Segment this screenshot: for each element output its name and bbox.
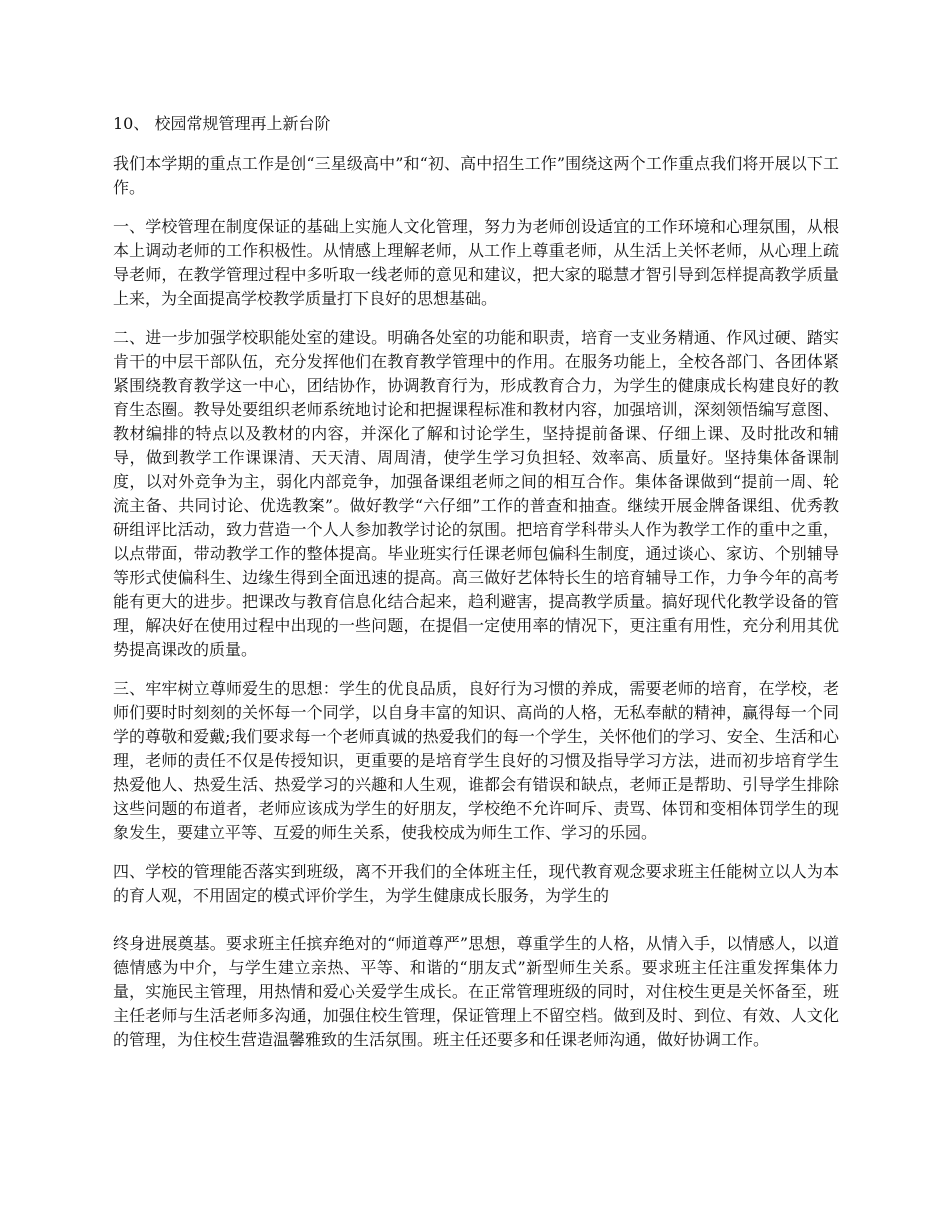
section-heading: 10、 校园常规管理再上新台阶 (113, 114, 331, 133)
paragraph-2: 二、进一步加强学校职能处室的建设。明确各处室的功能和职责，培育一支业务精通、作风过硬、踏实肯干的中层干部队伍，充分发挥他们在教育教学管理中的作用。在服务功能上，全校各部门、各团体紧紧围绕教育教学这一中心，团结协作，协调教育行为，形成教育合力，为学生的健康成长构建良好的教育生态圈。教导处要组织老师系统地讨论和把握课程标准和教材内容，加强培训，深刻领悟编写意图、教材编排的特点以及教材的内容，并深化了解和讨论学生，坚持提前备课、仔细上课、及时批改和辅导，做到教学工作课课清、天天清、周周清，使学生学习负担轻、效率高、质量好。坚持集体备课制度，以对外竞争为主，弱化内部竞争，加强备课组老师之间的相互合作。集体备课做到“提前一周、轮流主备、共同讨论、优选教案”。做好教学“六仔细”工作的普查和抽查。继续开展金牌备课组、优秀教研组评比活动，致力营造一个人人参加教学讨论的氛围。把培育学科带头人作为教学工作的重中之重，以点带面，带动教学工作的整体提高。毕业班实行任课老师包偏科生制度，通过谈心、家访、个别辅导等形式使偏科生、边缘生得到全面迅速的提高。高三做好艺体特长生的培育辅导工作，力争今年的高考能有更大的进步。把课改与教育信息化结合起来，趋利避害，提高教学质量。搞好现代化教学设备的管理，解决好在使用过程中出现的一些问题，在提倡一定使用率的情况下，更注重有用性，充分利用其优势提高课改的质量。 (113, 328, 839, 659)
paragraph-4: 四、学校的管理能否落实到班级，离不开我们的全体班主任，现代教育观念要求班主任能树立以人为本的育人观，不用固定的模式评价学生，为学生健康成长服务，为学生的 (113, 862, 839, 905)
paragraph-1: 一、学校管理在制度保证的基础上实施人文化管理，努力为老师创设适宜的工作环境和心理氛围，从根本上调动老师的工作积极性。从情感上理解老师，从工作上尊重老师，从生活上关怀老师，从心理上疏导老师，在教学管理过程中多听取一线老师的意见和建议，把大家的聪慧才智引导到怎样提高教学质量上来，为全面提高学校教学质量打下良好的思想基础。 (113, 217, 839, 308)
paragraph-4-continued: 终身进展奠基。要求班主任摈弃绝对的“师道尊严”思想，尊重学生的人格，从情入手，以情感人，以道德情感为中介，与学生建立亲热、平等、和谐的“朋友式”新型师生关系。要求班主任注重发挥集体力量，实施民主管理，用热情和爱心关爱学生成长。在正常管理班级的同时，对住校生更是关怀备至，班主任老师与生活老师多沟通，加强住校生管理，保证管理上不留空档。做到及时、到位、有效、人文化的管理，为住校生营造温馨雅致的生活氛围。班主任还要多和任课老师沟通，做好协调工作。 (113, 934, 839, 1049)
intro-paragraph: 我们本学期的重点工作是创“三星级高中”和“初、高中招生工作”围绕这两个工作重点我们将开展以下工作。 (113, 154, 839, 197)
paragraph-3: 三、牢牢树立尊师爱生的思想：学生的优良品质，良好行为习惯的养成，需要老师的培育，在学校，老师们要时时刻刻的关怀每一个同学，以自身丰富的知识、高尚的人格，无私奉献的精神，赢得每一个同学的尊敬和爱戴;我们要求每一个老师真诚的热爱我们的每一个学生，关怀他们的学习、安全、生活和心理，老师的责任不仅是传授知识，更重要的是培育学生良好的习惯及指导学习方法，进而初步培育学生热爱他人、热爱生活、热爱学习的兴趣和人生观，谁都会有错误和缺点，老师正是帮助、引导学生排除这些问题的布道者，老师应该成为学生的好朋友，学校绝不允许呵斥、责骂、体罚和变相体罚学生的现象发生，要建立平等、互爱的师生关系，使我校成为师生工作、学习的乐园。 (113, 679, 839, 842)
document-page (113, 112, 839, 1067)
